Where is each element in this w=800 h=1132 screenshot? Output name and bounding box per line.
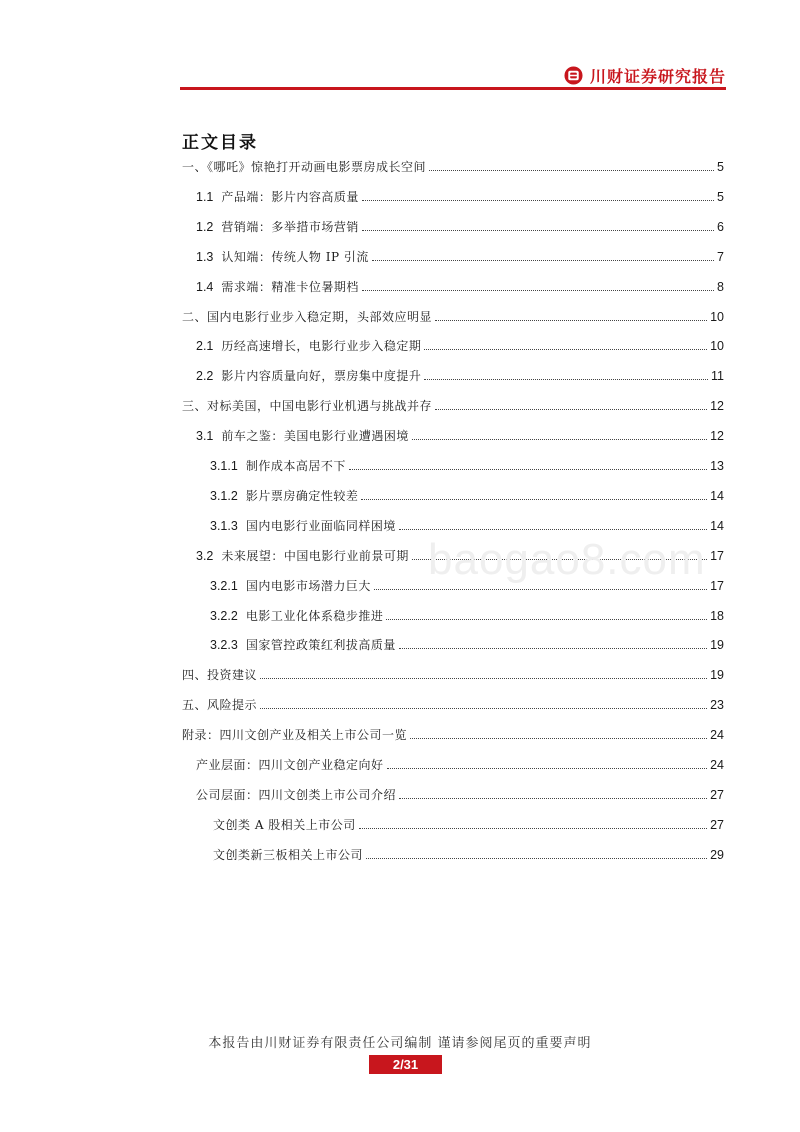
toc-entry-title: 电影工业化体系稳步推进: [245, 608, 384, 623]
toc-entry[interactable]: [196, 187, 724, 207]
toc-leader-dots: [435, 320, 707, 321]
toc-entry-title: 影片票房确定性较差: [245, 488, 359, 503]
toc-entry-title: 一、《哪吒》惊艳打开动画电影票房成长空间: [182, 160, 427, 174]
brand: [564, 64, 726, 87]
toc-entry[interactable]: [210, 635, 724, 655]
toc-leader-dots: [399, 529, 707, 530]
toc-entry-title: 国内电影行业面临同样困境: [245, 518, 396, 533]
toc-entry-title: 三、对标美国，中国电影行业机遇与挑战并存: [182, 399, 433, 414]
toc-entry-title: 制作成本高居不下: [245, 459, 346, 473]
toc-entry[interactable]: [182, 157, 724, 177]
toc-leader-dots: [386, 619, 707, 620]
toc-entry-number: 3.2: [196, 548, 214, 563]
page-number: 2/31: [369, 1055, 442, 1074]
toc-entry-title: 公司层面：四川文创类上市公司介绍: [196, 787, 397, 802]
toc-entry-page: 11: [711, 369, 724, 384]
toc-entry[interactable]: [182, 665, 724, 685]
toc-entry-page: 24: [710, 728, 724, 743]
toc-entry-number: 3.1.3: [210, 518, 238, 533]
toc-entry-number: 2.1: [196, 339, 214, 354]
toc-entry[interactable]: [182, 725, 724, 745]
toc-entry-number: 3.1.1: [210, 459, 238, 473]
toc-leader-dots: [359, 828, 707, 829]
toc-entry-page: 10: [710, 309, 724, 324]
toc-leader-dots: [424, 379, 708, 380]
toc-entry-title: 历经高速增长，电影行业步入稳定期: [221, 339, 422, 354]
toc-leader-dots: [374, 589, 707, 590]
toc-entry-page: 14: [710, 488, 724, 503]
toc-entry-number: 1.3: [196, 249, 214, 264]
toc-entry-number: 3.2.1: [210, 578, 238, 593]
toc-entry-page: 29: [710, 847, 724, 862]
toc-entry-page: 8: [717, 279, 724, 294]
toc-entry-page: 6: [717, 219, 724, 234]
footer-disclaimer: 本报告由川财证券有限责任公司编制 谨请参阅尾页的重要声明: [208, 1036, 592, 1051]
toc-entry-number: 3.2.3: [210, 638, 238, 653]
toc-leader-dots: [429, 170, 714, 171]
toc-entry[interactable]: [210, 516, 724, 536]
brand-name: 川财证券研究报告: [589, 67, 726, 86]
toc-entry[interactable]: [213, 815, 724, 835]
toc-leader-dots: [362, 200, 714, 201]
chuancai-logo-icon: [564, 66, 583, 85]
toc-entry[interactable]: [196, 217, 724, 237]
toc-entry-number: 3.1.2: [210, 488, 238, 503]
toc-entry[interactable]: [196, 785, 724, 805]
toc-entry-page: 13: [710, 459, 724, 473]
toc-leader-dots: [260, 678, 707, 679]
toc-entry-number: 1.1: [196, 189, 214, 204]
toc-entry-page: 19: [710, 638, 724, 653]
toc-entry[interactable]: [210, 456, 724, 476]
toc-entry-page: 7: [717, 249, 724, 264]
toc-entry-title: 五、风险提示: [182, 698, 258, 713]
toc-leader-dots: [361, 499, 707, 500]
toc-entry[interactable]: [196, 755, 724, 775]
toc-entry-page: 10: [710, 339, 724, 354]
toc-entry-title: 四、投资建议: [182, 668, 258, 683]
toc-entry[interactable]: [196, 247, 724, 267]
toc-entry[interactable]: [196, 366, 724, 386]
toc-leader-dots: [424, 349, 707, 350]
toc-leader-dots: [399, 648, 707, 649]
toc-entry[interactable]: [196, 426, 724, 446]
toc-entry-title: 影片内容质量向好，票房集中度提升: [221, 369, 422, 384]
toc-entry[interactable]: [213, 845, 724, 865]
toc-entry[interactable]: [182, 307, 724, 327]
header-rule: [180, 87, 726, 90]
toc-entry-page: 23: [710, 698, 724, 713]
toc-leader-dots: [435, 409, 707, 410]
toc-entry-title: 产品端：影片内容高质量: [221, 189, 359, 204]
toc-entry-title: 国家管控政策红利拔高质量: [245, 638, 396, 653]
toc-entry-page: 27: [710, 817, 724, 832]
toc-leader-dots: [372, 260, 714, 261]
toc-entry-title: 需求端：精准卡位暑期档: [221, 279, 359, 294]
toc-entry[interactable]: [210, 606, 724, 626]
toc-entry-page: 17: [710, 548, 724, 563]
toc-entry-page: 14: [710, 518, 724, 533]
toc-entry-title: 文创类新三板相关上市公司: [213, 847, 364, 862]
toc-entry-title: 营销端：多举措市场营销: [221, 219, 359, 234]
toc-leader-dots: [387, 768, 708, 769]
toc-entry-page: 5: [717, 189, 724, 204]
toc-entry-title: 前车之鉴：美国电影行业遭遇困境: [221, 429, 409, 444]
toc-entry[interactable]: [210, 486, 724, 506]
toc-entry-number: 1.2: [196, 219, 214, 234]
toc-entry-page: 17: [710, 578, 724, 593]
toc-entry-title: 二、国内电影行业步入稳定期，头部效应明显: [182, 309, 433, 324]
toc-entry-title: 未来展望：中国电影行业前景可期: [221, 548, 409, 563]
toc-leader-dots: [260, 708, 707, 709]
toc-entry-title: 认知端：传统人物 IP 引流: [221, 249, 369, 264]
toc-entry-page: 12: [710, 399, 724, 414]
toc-entry-number: 2.2: [196, 369, 214, 384]
watermark: baogao8.com: [428, 535, 706, 584]
toc-leader-dots: [362, 290, 714, 291]
toc-entry-number: 3.2.2: [210, 608, 238, 623]
toc-leader-dots: [412, 439, 707, 440]
toc-leader-dots: [349, 469, 707, 470]
toc-entry-title: 文创类 A 股相关上市公司: [213, 817, 356, 832]
toc-entry-page: 18: [710, 608, 724, 623]
toc-leader-dots: [410, 738, 707, 739]
toc-entry[interactable]: [182, 396, 724, 416]
toc-entry-page: 19: [710, 668, 724, 683]
toc-leader-dots: [362, 230, 714, 231]
page-header: [180, 60, 726, 94]
toc-entry-number: 3.1: [196, 429, 214, 444]
toc-entry-page: 27: [710, 787, 724, 802]
toc-entry[interactable]: [196, 336, 724, 356]
toc-leader-dots: [366, 858, 707, 859]
toc-entry-page: 5: [717, 160, 724, 174]
toc-entry-title: 产业层面：四川文创产业稳定向好: [196, 758, 384, 772]
toc-entry-page: 24: [710, 758, 724, 772]
toc-entry-page: 12: [710, 429, 724, 444]
toc-leader-dots: [399, 798, 707, 799]
toc-entry-title: 附录：四川文创产业及相关上市公司一览: [182, 728, 408, 743]
toc-title: 正文目录: [182, 133, 258, 153]
toc-entry-number: 1.4: [196, 279, 214, 294]
toc-entry[interactable]: [196, 277, 724, 297]
toc-entry-title: 国内电影市场潜力巨大: [245, 578, 371, 593]
toc-entry[interactable]: [182, 695, 724, 715]
